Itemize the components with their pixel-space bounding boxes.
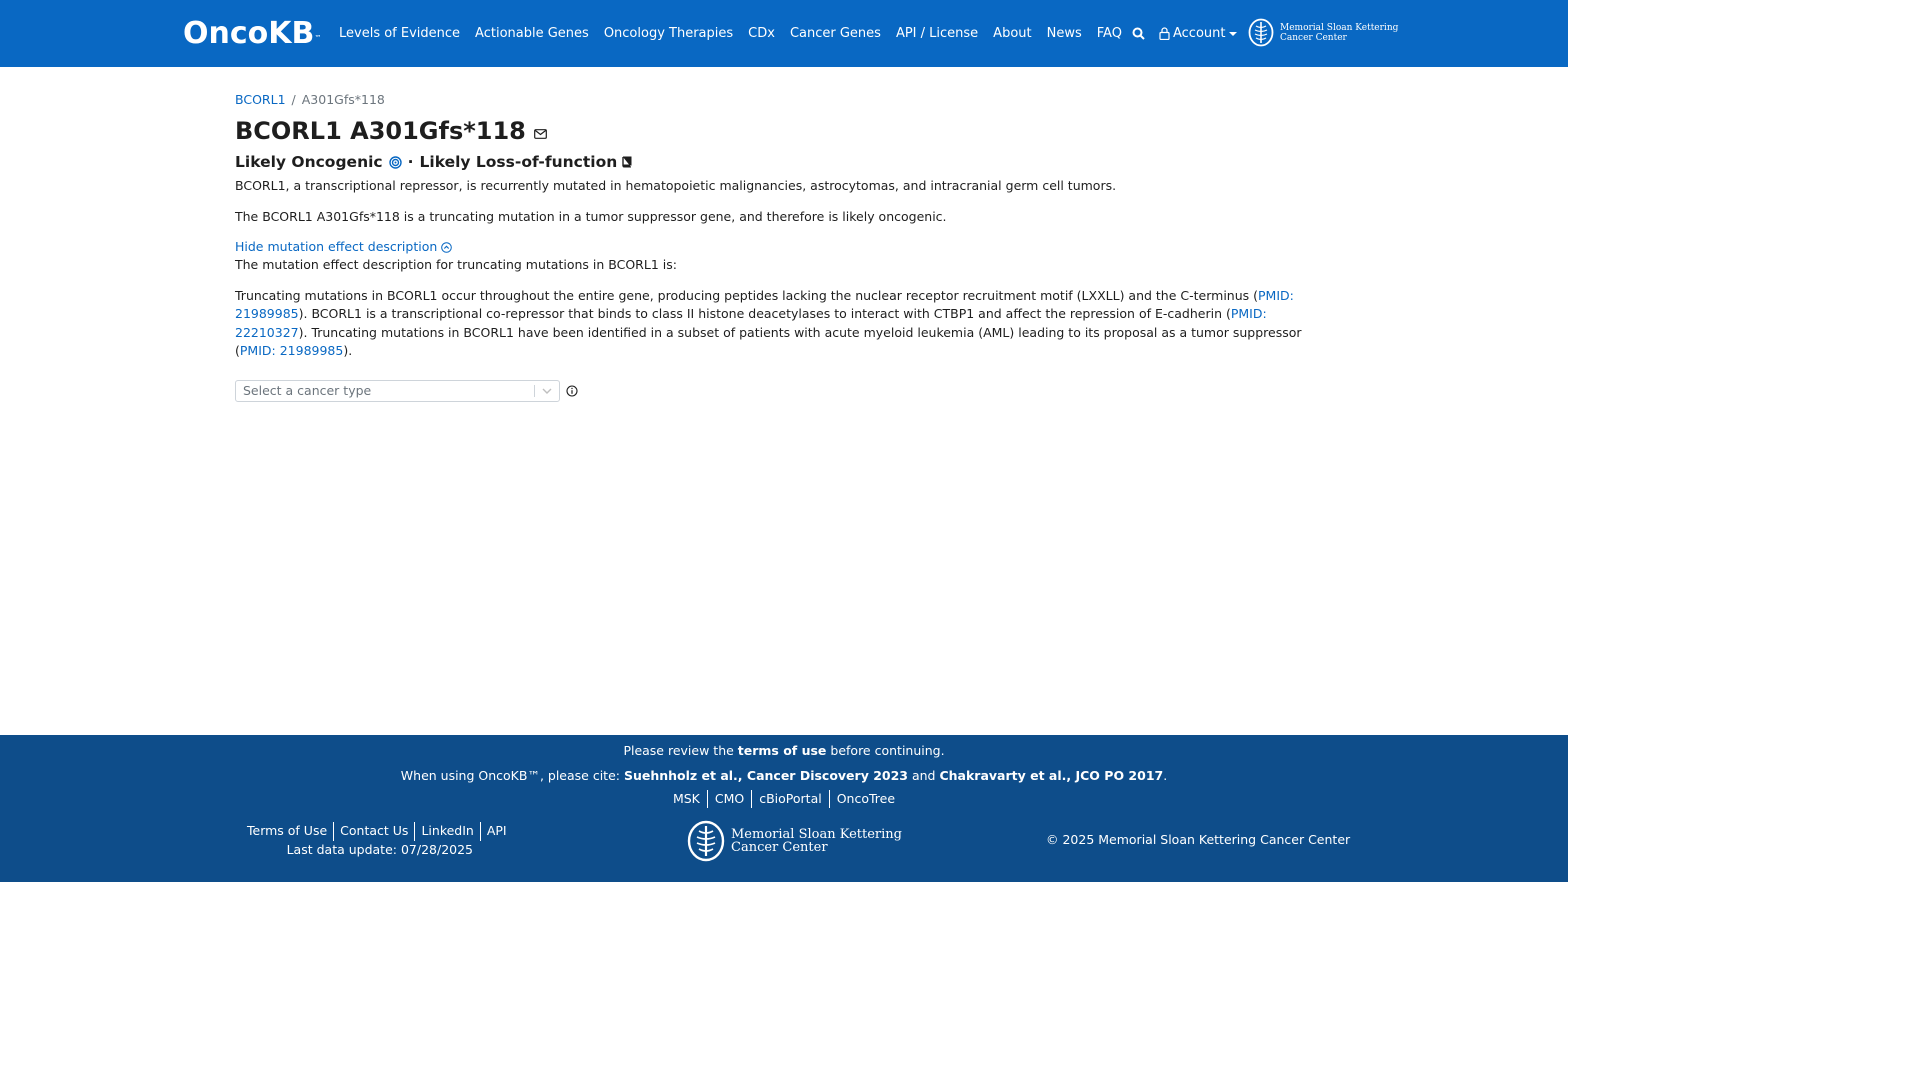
effect-text-4: ). — [343, 343, 353, 358]
cancer-type-placeholder: Select a cancer type — [243, 383, 372, 398]
copyright: © 2025 Memorial Sloan Kettering Cancer Center — [1046, 832, 1351, 847]
chevron-down-icon[interactable] — [535, 388, 559, 394]
footer-link-contact[interactable]: Contact Us — [333, 822, 414, 841]
msk-header-line1: Memorial Sloan Kettering — [1280, 22, 1399, 33]
cancer-type-row — [235, 380, 1335, 402]
nav-cdx[interactable]: CDx — [748, 26, 775, 41]
nav-news[interactable]: News — [1046, 26, 1082, 41]
separator-dot: · — [407, 153, 414, 171]
effect-text-3: ). Truncating mutations in BCORL1 have been identified in a subset of patients with acute myeloid leukemia (AML) leading to its proposal as a tumor suppressor ( — [235, 324, 1302, 358]
nav-actionable-genes[interactable]: Actionable Genes — [475, 26, 589, 41]
msk-footer-line1: Memorial Sloan Kettering — [731, 827, 902, 842]
cite-link-2[interactable]: Chakravarty et al., JCO PO 2017 — [939, 768, 1164, 783]
footer-link-cbioportal[interactable]: cBioPortal — [751, 790, 828, 808]
breadcrumb — [235, 91, 1335, 109]
citation-notice — [0, 767, 1568, 785]
chevron-up-circle-icon[interactable] — [441, 242, 452, 253]
effect-text-1: Truncating mutations in BCORL1 occur throughout the entire gene, producing peptides lacking the nuclear receptor recruitment motif (LXXLL) and the C-terminus ( — [235, 287, 1259, 303]
msk-footer-logo[interactable] — [687, 820, 902, 862]
msk-footer-text — [731, 828, 902, 854]
pmid-link-2[interactable]: PMID: 22210327 — [235, 306, 1267, 340]
cite-link-1[interactable]: Suehnholz et al., Cancer Discovery 2023 — [623, 768, 908, 783]
footer — [0, 735, 1568, 882]
account-label: Account — [1173, 26, 1226, 41]
msk-header-text — [1280, 23, 1398, 43]
toggle-label[interactable]: Hide mutation effect description — [235, 239, 438, 254]
effect-text-2: ). BCORL1 is a transcriptional co-repressor that binds to class II histone deacetylases to interact with CTBP1 and affect the repression of E-cadherin ( — [298, 306, 1231, 321]
msk-footer-line2: Cancer Center — [731, 840, 828, 855]
last-data-update: Last data update: 07/28/2025 — [286, 841, 474, 857]
partner-links — [0, 790, 1568, 808]
oncogenicity-row — [235, 152, 1335, 172]
breadcrumb-alteration: A301Gfs*118 — [301, 92, 385, 107]
msk-footer-emblem-icon — [687, 820, 725, 862]
nav-levels-of-evidence[interactable]: Levels of Evidence — [339, 26, 461, 41]
mutation-effect-label: Likely Loss-of-function — [419, 153, 618, 171]
footer-link-api[interactable]: API — [480, 822, 513, 841]
envelope-icon[interactable] — [534, 129, 547, 139]
oncokb-logo[interactable] — [183, 17, 321, 51]
cite-and: and — [908, 768, 940, 783]
variant-summary: The BCORL1 A301Gfs*118 is a truncating mutation in a tumor suppressor gene, and therefore is likely oncogenic. — [235, 208, 947, 224]
effect-intro: The mutation effect description for truncating mutations in BCORL1 is: — [235, 257, 677, 272]
terms-of-use-link[interactable]: terms of use — [737, 743, 827, 758]
nav-oncology-therapies[interactable]: Oncology Therapies — [603, 26, 734, 41]
nav-faq[interactable]: FAQ — [1096, 26, 1122, 41]
footer-link-terms[interactable]: Terms of Use — [247, 823, 328, 838]
msk-emblem-icon — [1248, 18, 1274, 47]
main-content — [235, 91, 1335, 402]
terms-notice — [0, 742, 1568, 760]
main-nav — [339, 24, 1122, 43]
msk-header-line2: Cancer Center — [1280, 32, 1347, 43]
terms-pre: Please review the — [623, 743, 738, 758]
footer-bottom-links — [247, 822, 513, 841]
logo-text: OncoKB — [183, 16, 315, 51]
cite-pre: When using OncoKB™, please cite: — [400, 768, 624, 783]
breadcrumb-separator: / — [291, 92, 296, 107]
account-menu[interactable] — [1159, 24, 1237, 43]
pmid-link-3[interactable]: PMID: 21989985 — [239, 343, 344, 358]
footer-link-msk[interactable]: MSK — [672, 791, 700, 806]
search-icon[interactable] — [1132, 27, 1145, 40]
gene-summary: BCORL1, a transcriptional repressor, is recurrently mutated in hematopoietic malignancies, astrocytomas, and intracranial germ cell tumors. — [235, 178, 1117, 193]
footer-link-cmo[interactable]: CMO — [707, 790, 751, 808]
footer-link-linkedin[interactable]: LinkedIn — [414, 822, 479, 841]
logo-trademark: ™ — [314, 34, 322, 42]
cite-post: . — [1163, 768, 1168, 783]
page-title: BCORL1 A301Gfs*118 — [235, 117, 526, 145]
top-navbar — [0, 0, 1568, 67]
terms-post: before continuing. — [826, 743, 945, 758]
cancer-type-select[interactable] — [235, 380, 560, 402]
nav-cancer-genes[interactable]: Cancer Genes — [789, 26, 881, 41]
page-title-row — [235, 116, 1335, 146]
caret-down-icon — [1229, 31, 1237, 37]
nav-about[interactable]: About — [993, 26, 1032, 41]
book-icon[interactable] — [621, 156, 632, 168]
nav-api-license[interactable]: API / License — [895, 26, 979, 41]
pmid-link-1[interactable]: PMID: 21989985 — [235, 287, 1294, 321]
lock-icon — [1159, 27, 1170, 40]
info-icon[interactable] — [566, 385, 578, 397]
footer-link-oncotree[interactable]: OncoTree — [829, 790, 902, 808]
footer-left — [247, 822, 513, 859]
breadcrumb-gene-link[interactable]: BCORL1 — [235, 92, 286, 107]
oncogenicity-label: Likely Oncogenic — [235, 153, 383, 171]
msk-header-logo[interactable] — [1248, 18, 1398, 47]
oncogenic-target-icon[interactable] — [389, 156, 402, 169]
nav-right — [1132, 24, 1237, 43]
effect-description — [235, 287, 1335, 361]
mutation-effect-toggle[interactable] — [235, 238, 1335, 256]
